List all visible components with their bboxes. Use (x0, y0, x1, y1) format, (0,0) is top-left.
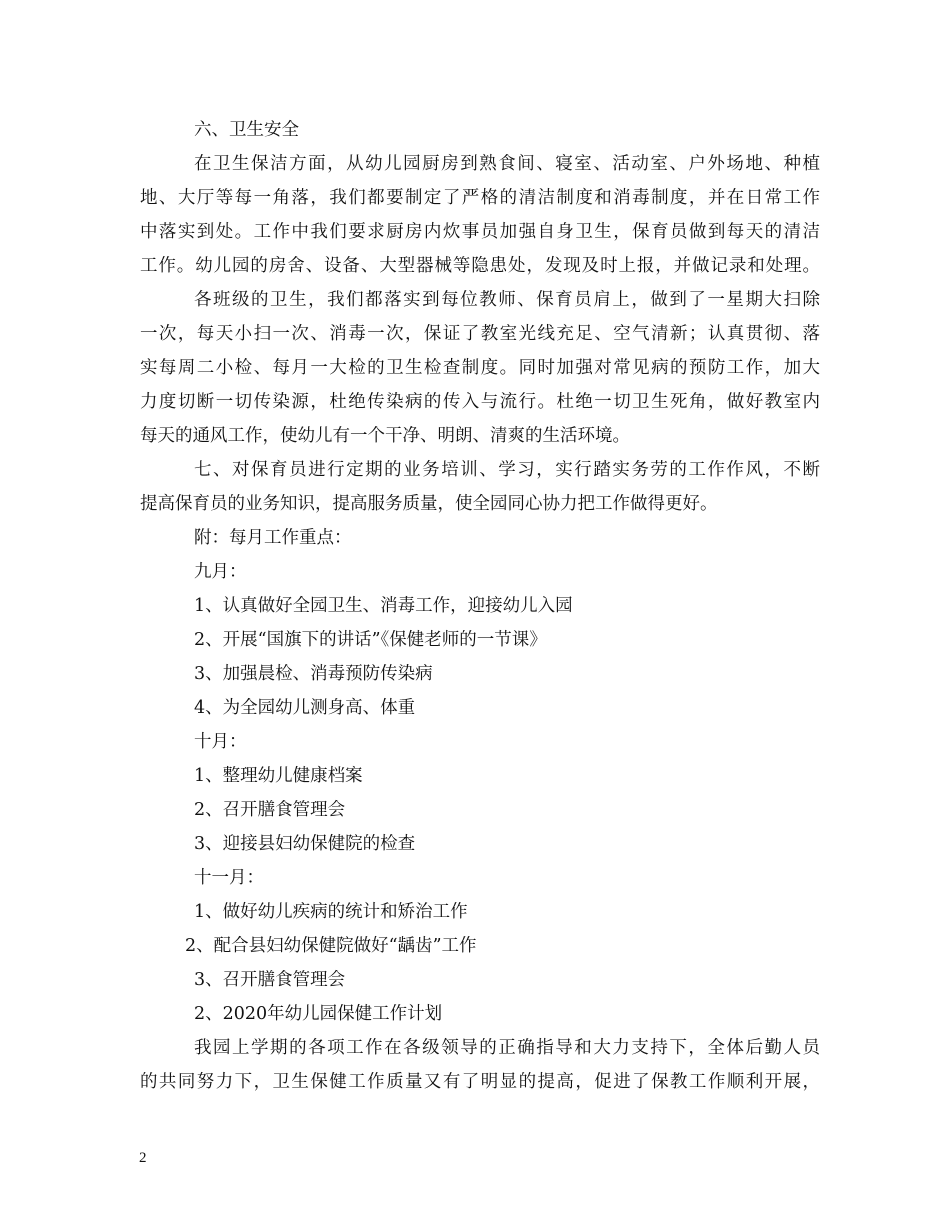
text-line: 1、做好幼儿疾病的统计和矫治工作 (194, 902, 468, 922)
text-line: 工作。幼儿园的房舍、设备、大型器械等隐患处，发现及时上报，并做记录和处理。 (140, 256, 820, 276)
page-number: 2 (139, 1150, 147, 1166)
text-line: 实每周二小检、每月一大检的卫生检查制度。同时加强对常见病的预防工作，加大 (140, 358, 820, 378)
text-line: 4、为全园幼儿测身高、体重 (194, 698, 416, 718)
text-line: 1、认真做好全园卫生、消毒工作，迎接幼儿入园 (194, 596, 573, 616)
text-line: 地、大厅等每一角落，我们都要制定了严格的清洁制度和消毒制度，并在日常工作 (140, 188, 820, 208)
text-line: 2、2020年幼儿园保健工作计划 (194, 1004, 443, 1024)
text-line: 六、卫生安全 (194, 120, 299, 140)
text-line: 在卫生保洁方面，从幼儿园厨房到熟食间、寝室、活动室、户外场地、种植 (194, 154, 820, 174)
text-line: 九月： (194, 562, 247, 582)
text-line: 力度切断一切传染源，杜绝传染病的传入与流行。杜绝一切卫生死角，做好教室内 (140, 392, 820, 412)
text-line: 十一月： (194, 868, 264, 888)
text-line: 3、迎接县妇幼保健院的检查 (194, 834, 416, 854)
text-line: 3、加强晨检、消毒预防传染病 (194, 664, 433, 684)
text-line: 1、整理幼儿健康档案 (194, 766, 363, 786)
text-line: 2、召开膳食管理会 (194, 800, 346, 820)
text-line: 七、对保育员进行定期的业务培训、学习，实行踏实务劳的工作作风，不断 (194, 460, 820, 480)
text-line: 附：每月工作重点： (194, 528, 352, 548)
text-line: 2、配合县妇幼保健院做好“龋齿”工作 (185, 936, 477, 956)
text-line: 的共同努力下，卫生保健工作质量又有了明显的提高，促进了保教工作顺利开展， (140, 1072, 820, 1092)
text-line: 每天的通风工作，使幼儿有一个干净、明朗、清爽的生活环境。 (140, 426, 630, 446)
text-line: 各班级的卫生，我们都落实到每位教师、保育员肩上，做到了一星期大扫除 (194, 290, 820, 310)
text-line: 我园上学期的各项工作在各级领导的正确指导和大力支持下，全体后勤人员 (194, 1038, 820, 1058)
text-line: 中落实到处。工作中我们要求厨房内炊事员加强自身卫生，保育员做到每天的清洁 (140, 222, 820, 242)
text-line: 3、召开膳食管理会 (194, 970, 346, 990)
text-line: 十月： (194, 732, 247, 752)
text-line: 一次，每天小扫一次、消毒一次，保证了教室光线充足、空气清新；认真贯彻、落 (140, 324, 820, 344)
document-body (140, 113, 820, 1099)
text-line: 2、开展“国旗下的讲话”《保健老师的一节课》 (194, 630, 547, 650)
text-line: 提高保育员的业务知识，提高服务质量，使全园同心协力把工作做得更好。 (140, 494, 718, 514)
